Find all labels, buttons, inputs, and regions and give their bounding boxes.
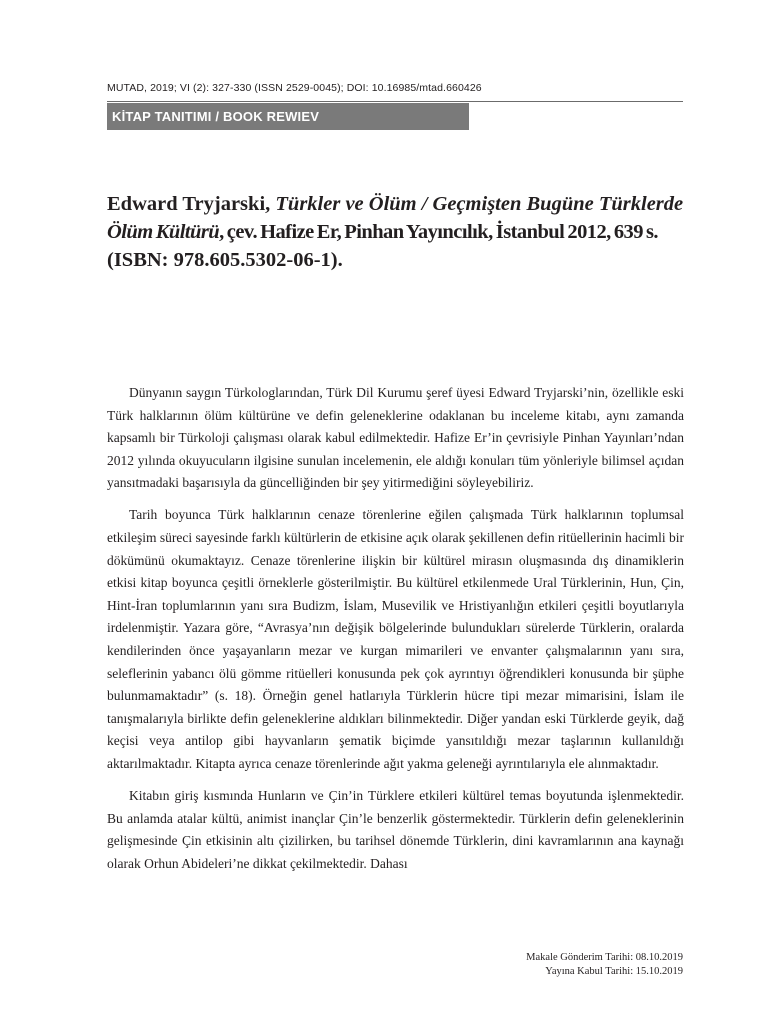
paragraph-2: Tarih boyunca Türk halklarının cenaze törenlerine eğilen çalışmada Türk halklarının toplumsal etkileşim süreci sayesinde farklı kültürlerin de etkisine açık olarak şekillenen defin ritüellerinin hacimli bir dökümünü okumaktayız. Cenaze törenlerine ilişkin bir kültürel mirasın oluşmasında dış dinamiklerin etkisi kitap boyunca çeşitli örneklerle gösterilmiştir. Bu kültürel etkilenmede Ural Türklerinin, Hun, Çin, Hint-İran toplumlarının yanı sıra Budizm, İslam, Musevilik ve Hristiyanlığın etkileri çeşitli boyutlarıyla irdelenmiştir. Yazara göre, “Avrasya’nın değişik bölgelerinde bulundukları sürelerde Türklerin, oralarda kendilerinden önce yaşayanların mezar ve kurgan mimarileri ve envanter çalışmalarının yanı sıra, seleflerinin yabancı ölü gömme ritüelleri konusunda pek çok ayrıntıyı öğrendikleri konusunda bir şüphe bulunmamaktadır” (s. 18). Örneğin genel hatlarıyla Türklerin hücre tipi mezar mimarisini, İslam ile tanışmalarıyla birlikte defin geleneklerine aldıkları bilinmektedir. Diğer yandan eski Türklerde geyik, dağ keçisi veya antilop gibi hayvanların şematik biçimde yansıtıldığı mezar taşlarının kullanıldığı aktarılmaktadır. Kitapta ayrıca cenaze törenlerinde ağıt yakma geleneği ayrıntılarıyla ele alınmaktadır. — [107, 507, 684, 771]
section-label: KİTAP TANITIMI / BOOK REWIEV — [107, 103, 469, 130]
acceptance-date: Yayına Kabul Tarihi: 15.10.2019 — [545, 966, 683, 977]
title-line-2 — [107, 218, 685, 246]
isbn: (ISBN: 978.605.5302-06-1). — [107, 249, 343, 271]
paragraph-3: Kitabın giriş kısmında Hunların ve Çin’in Türklere etkileri kültürel temas boyutunda işlenmektedir. Bu anlamda atalar kültü, animist inançlar Çin’le benzerlik göstermektedir. Türklerin defin geleneklerinin gelişmesinde Çin etkisinin altı çizilirken, bu tarihsel dönemde Türklerin, dini kavramlarının ana kaynağı olarak Orhun Abideleri’ne dikkat çekilmektedir. Dahası — [107, 788, 684, 871]
book-title-italic-cont: Ölüm Kültürü — [107, 221, 220, 243]
review-body — [107, 382, 684, 885]
book-title-italic: Türkler ve Ölüm / Geçmişten Bugüne Türklerde — [275, 193, 684, 215]
header-rule — [107, 101, 683, 102]
author-name: Edward Tryjarski, — [107, 193, 276, 215]
submission-date: Makale Gönderim Tarihi: 08.10.2019 — [526, 952, 683, 963]
publication-details: , çev. Hafize Er, Pinhan Yayıncılık, İstanbul 2012, 639 s. — [219, 221, 659, 243]
title-line-1 — [107, 190, 685, 218]
article-dates — [526, 951, 683, 979]
journal-reference: MUTAD, 2019; VI (2): 327-330 (ISSN 2529-0045); DOI: 10.16985/mtad.660426 — [107, 82, 482, 94]
paragraph-1: Dünyanın saygın Türkologlarından, Türk Dil Kurumu şeref üyesi Edward Tryjarski’nin, özellikle eski Türk halklarının ölüm kültürüne ve defin geleneklerine odaklanan bu inceleme kitabı, aynı zamanda kapsamlı bir Türkoloji çalışması olarak kabul edilmektedir. Hafize Er’in çevrisiyle Pinhan Yayınları’ndan 2012 yılında okuyucuların ilgisine sunulan incelemenin, ele aldığı konuları tüm yönleriyle bilimsel açıdan yansıtmadaki başarısıyla da güncelliğinden bir şey yitirmediğini söyleyebiliriz. — [107, 385, 684, 491]
book-title-block — [107, 190, 685, 274]
